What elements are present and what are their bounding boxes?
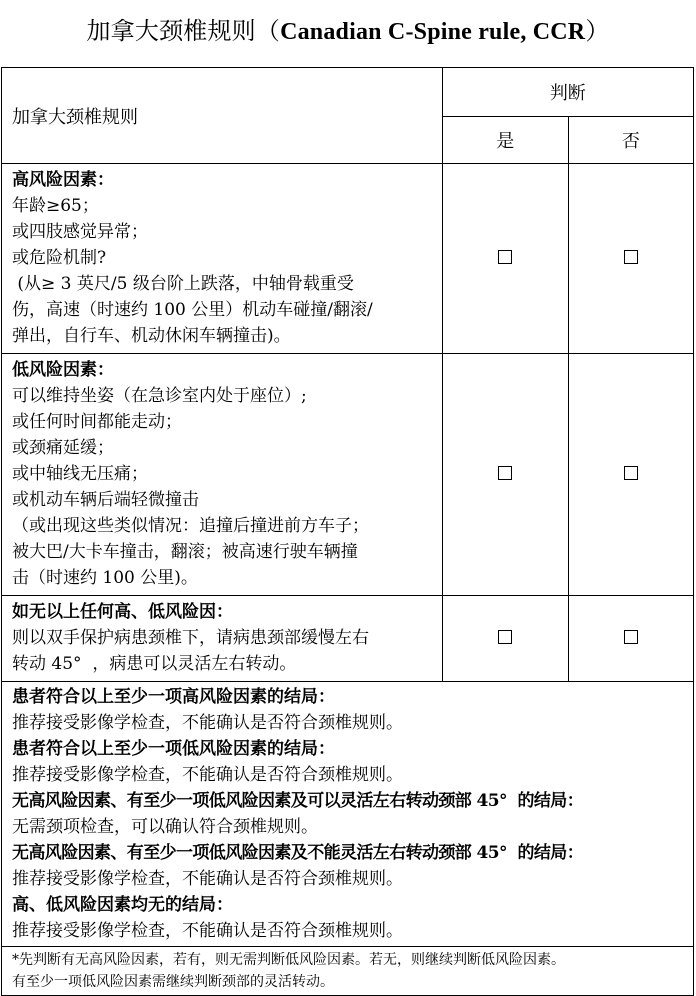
outcome-text: 推荐接受影像学检查，不能确认是否符合颈椎规则。 [12,713,403,733]
high-risk-heading: 高风险因素： [12,170,114,190]
outcome-heading: 患者符合以上至少一项高风险因素的结局： [12,687,335,707]
judge-header-label: 判断 [549,82,586,104]
page-title [0,14,696,49]
low-risk-line: 或机动车辆后端轻微撞击 [12,490,199,510]
low-risk-line: 可以维持坐姿（在急诊室内处于座位）; [12,386,307,406]
rule-header-label: 加拿大颈椎规则 [12,106,138,128]
outcome-text: 推荐接受影像学检查，不能确认是否符合颈椎规则。 [12,869,403,889]
high-risk-line: 或四肢感觉异常； [12,222,148,242]
high-risk-yes-cell [442,164,568,354]
rotation-line: 转动 45° ，病患可以灵活左右转动。 [12,654,297,674]
high-risk-no-checkbox[interactable] [624,250,638,264]
high-risk-line: 伤，高速（时速约 100 公里）机动车碰撞/翻滚/ [12,300,373,320]
low-risk-no-checkbox[interactable] [624,466,638,480]
yes-header-cell [442,116,568,164]
low-risk-line: 或中轴线无压痛； [12,464,148,484]
high-risk-line: 年龄≥65； [12,196,99,216]
outcome-text: 无需颈项检查，可以确认符合颈椎规则。 [12,817,318,837]
title-chinese: 加拿大颈椎规则（ [86,17,281,45]
high-risk-no-cell [568,164,693,354]
no-header-cell [568,116,693,164]
low-risk-line: 或颈痛延缓； [12,438,114,458]
table-row-high-risk [2,164,694,354]
outcome-heading: 高、低风险因素均无的结局： [12,895,233,915]
judge-header-cell [442,68,693,117]
outcome-heading: 无高风险因素、有至少一项低风险因素及可以灵活左右转动颈部 45° 的结局： [12,791,584,811]
outcome-text: 推荐接受影像学检查，不能确认是否符合颈椎规则。 [12,765,403,785]
rotation-criteria [2,596,443,682]
table-row-footnote [2,947,694,996]
rotation-no-checkbox[interactable] [624,630,638,644]
title-english: Canadian C-Spine rule, CCR [280,19,586,45]
rotation-no-cell [568,596,693,682]
outcome-text: 推荐接受影像学检查，不能确认是否符合颈椎规则。 [12,921,403,941]
table-row-outcomes [2,682,694,947]
low-risk-criteria [2,354,443,596]
yes-header-label: 是 [496,130,515,152]
rule-header-cell [2,68,443,164]
low-risk-no-cell [568,354,693,596]
high-risk-yes-checkbox[interactable] [498,250,512,264]
low-risk-line: 被大巴/大卡车撞击，翻滚；被高速行驶车辆撞 [12,542,358,562]
table-row-rotation [2,596,694,682]
low-risk-line: 或任何时间都能走动； [12,412,182,432]
no-header-label: 否 [621,130,640,152]
footnote-cell [2,947,694,996]
high-risk-criteria [2,164,443,354]
low-risk-line: （或出现这些类似情况：追撞后撞进前方车子； [12,516,369,536]
rotation-heading: 如无以上任何高、低风险因： [12,602,233,622]
high-risk-line: (从≥ 3 英尺/5 级台阶上跌落，中轴骨载重受 [12,274,354,294]
outcomes-cell [2,682,694,947]
high-risk-line: 或危险机制? [12,248,107,268]
rotation-yes-cell [442,596,568,682]
outcome-heading: 患者符合以上至少一项低风险因素的结局： [12,739,335,759]
low-risk-heading: 低风险因素： [12,360,114,380]
footnote-line: *先判断有无高风险因素，若有，则无需判断低风险因素。若无，则继续判断低风险因素。 [12,952,565,968]
rotation-yes-checkbox[interactable] [498,630,512,644]
table-row-low-risk [2,354,694,596]
high-risk-line: 弹出，自行车、机动休闲车辆撞击)。 [12,326,291,346]
ccr-table [1,67,694,996]
low-risk-line: 击（时速约 100 公里)。 [12,568,198,588]
low-risk-yes-checkbox[interactable] [498,466,512,480]
outcome-heading: 无高风险因素、有至少一项低风险因素及不能灵活左右转动颈部 45° 的结局： [12,843,584,863]
title-close-paren: ） [585,17,610,45]
footnote-line: 有至少一项低风险因素需继续判断颈部的灵活转动。 [12,974,334,990]
rotation-line: 则以双手保护病患颈椎下，请病患颈部缓慢左右 [12,628,369,648]
low-risk-yes-cell [442,354,568,596]
